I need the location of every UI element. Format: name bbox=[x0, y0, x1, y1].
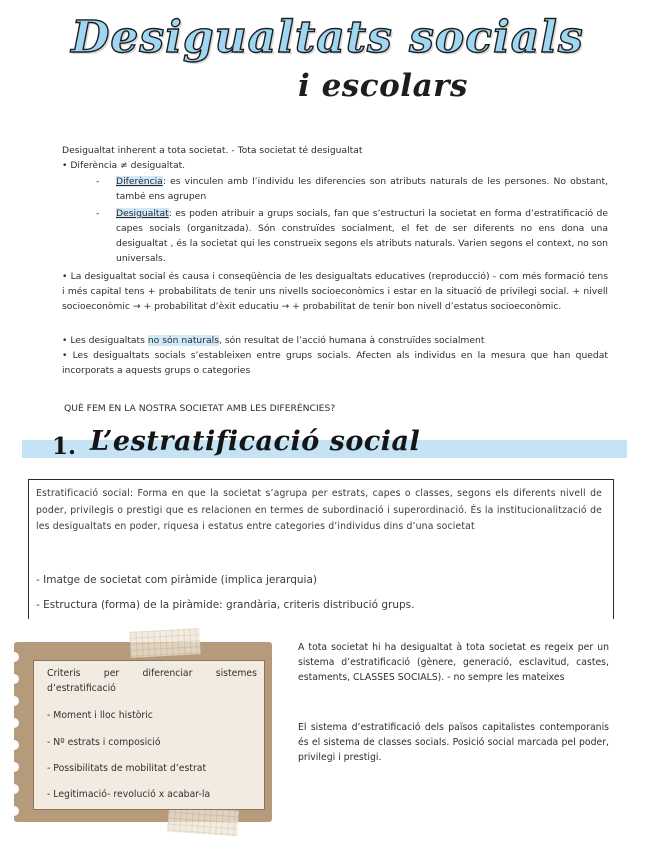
intro-bullet-groups: • Les desigualtats socials s’estableixen entre grups socials. Afecten als individus en la mesura que han quedat incorporats a aquests grups o categories bbox=[62, 350, 608, 376]
intro-dash-2: - bbox=[96, 208, 100, 219]
definition-text: Estratificació social: Forma en que la societat s’agrupa per estrats, capes o classes, segons els diferents nivell de poder, privilegis o prestigi que es relacionen en termes de subordinació i superordinació. És la institucionalització de les desigualtats en poder, riquesa i estatus entre categories d’individus dins d’una societat bbox=[36, 488, 602, 532]
right-paragraph-2: El sistema d’estratificació dels països capitalistes contemporanis és el sistema de classes socials. Posició social marcada pel poder, privilegi i prestigi. bbox=[298, 722, 609, 763]
bullet3-pre: • Les desigualtats bbox=[62, 335, 148, 346]
card-scallop bbox=[9, 784, 19, 794]
intro-bullet-natural bbox=[62, 333, 608, 348]
card-scallop bbox=[9, 652, 19, 662]
intro-question: QUÈ FEM EN LA NOSTRA SOCIETAT AMB LES DIFERÈNCIES? bbox=[64, 403, 336, 414]
card-scallop bbox=[9, 740, 19, 750]
intro-sub-inequality bbox=[116, 206, 608, 266]
card-scallop bbox=[9, 718, 19, 728]
section-number: 1. bbox=[52, 433, 77, 460]
washi-tape-bottom bbox=[167, 806, 239, 837]
section-title: L’estratificació social bbox=[90, 426, 421, 457]
card-item: - Possibilitats de mobilitat d’estrat bbox=[47, 763, 207, 774]
intro-sub-difference bbox=[116, 174, 608, 204]
intro-bullet-1: • Diferència ≠ desigualtat. bbox=[62, 160, 186, 171]
difference-text: : es vinculen amb l’individu les diferencies son atributs naturals de les persones. No obstant, també ens agrupen bbox=[116, 176, 608, 202]
inequality-text: : es poden atribuir a grups socials, fan que s’estructuri la societat en forma d’estratificació de capes socials (organitzada). Són construïdes socialment, el fet de ser diferents no ens dona una desigualtat , és la societat qui les construeix segons els atributs naturals. Varien segons el context, no son universals. bbox=[116, 208, 608, 264]
card-item: - Moment i lloc històric bbox=[47, 710, 153, 721]
intro-dash-1: - bbox=[96, 176, 100, 187]
term-difference: Diferència bbox=[116, 176, 163, 187]
right-paragraph-1: A tota societat hi ha desigualtat à tota societat es regeix per un sistema d’estratificació (gènere, generació, esclavitud, castes, estaments, CLASSES SOCIALS). - no sempre les mateixes bbox=[298, 642, 609, 683]
card-scallop bbox=[9, 806, 19, 816]
intro-line: Desigualtat inherent a tota societat. - Tota societat té desigualtat bbox=[62, 145, 363, 156]
card-scallop bbox=[9, 696, 19, 706]
definition-bullet-structure: - Estructura (forma) de la piràmide: grandària, criteris distribució grups. bbox=[36, 599, 415, 611]
page-subtitle: i escolars bbox=[298, 68, 468, 104]
card-scallop bbox=[9, 762, 19, 772]
card-heading: Criteris per diferenciar sistemes d’estratificació bbox=[47, 668, 257, 694]
card-item: - Nº estrats i composició bbox=[47, 737, 161, 748]
definition-bullet-pyramid: - Imatge de societat com piràmide (implica jerarquia) bbox=[36, 574, 317, 586]
bullet3-post: , són resultat de l’acció humana à construïdes socialment bbox=[219, 335, 485, 346]
term-inequality: Desigualtat bbox=[116, 208, 169, 219]
bullet3-highlight: no són naturals bbox=[147, 335, 219, 346]
intro-paragraph-reproduction: • La desigualtat social és causa i conseqüència de les desigualtats educatives (reproducció) - com més formació tens i més capital tens + probabilitats de tenir uns nivells socioeconòmics i estar en la situació de privilegi social. + nivell socioeconòmic → + probabilitat d’èxit educatiu → + probabilitat de tenir bon nivell d’estatus socioeconòmic. bbox=[62, 271, 608, 312]
card-item: - Legitimació- revolució x acabar-la bbox=[47, 789, 211, 800]
page-title: Desigualtats socials bbox=[71, 12, 584, 63]
card-scallop bbox=[9, 674, 19, 684]
washi-tape-top bbox=[129, 628, 200, 658]
